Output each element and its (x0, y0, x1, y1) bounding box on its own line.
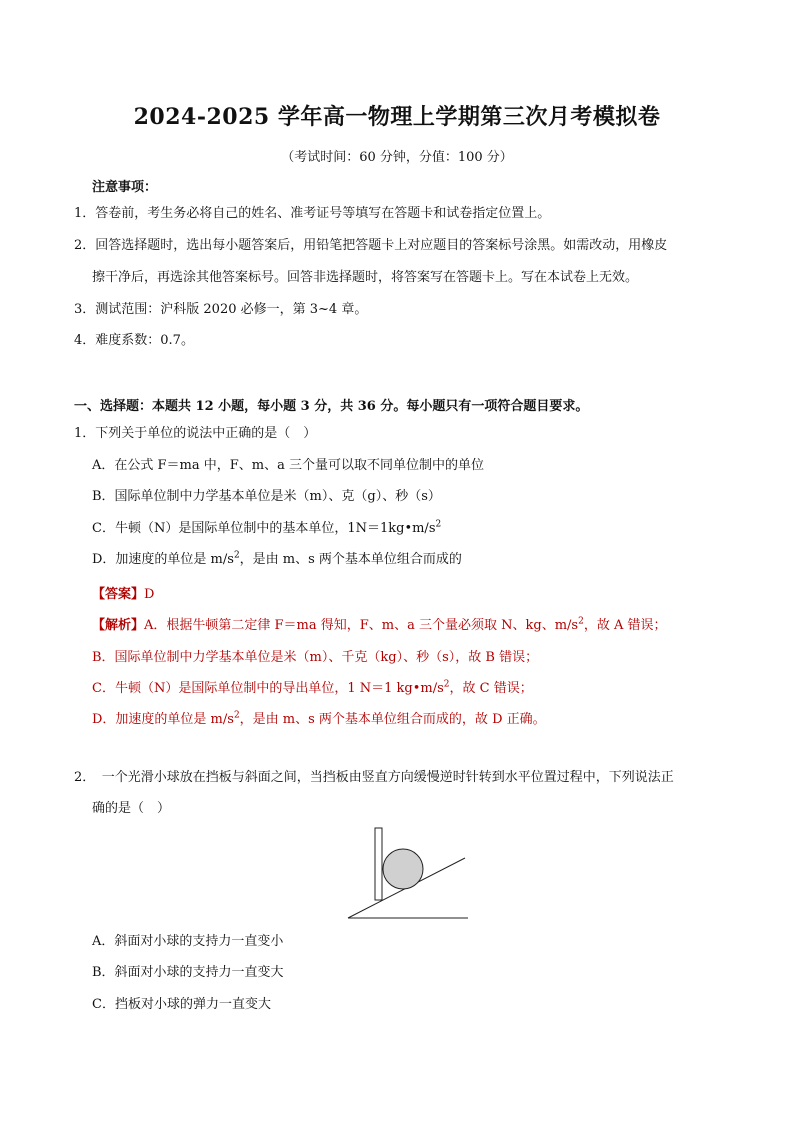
superscript: 2 (435, 519, 442, 530)
q1-option-c (92, 521, 441, 537)
ball (383, 849, 423, 889)
notice-item-2-cont: 擦干净后，再选涂其他答案标号。回答非选择题时，将答案写在答题卡上。写在本试卷上无效。 (92, 270, 639, 285)
notice-item-1: 1．答卷前，考生务必将自己的姓名、准考证号等填写在答题卡和试卷指定位置上。 (74, 206, 551, 221)
analysis-a-text-end: ，故 A 错误； (583, 618, 667, 633)
exam-info: （考试时间：60 分钟，分值：100 分） (281, 150, 513, 165)
page-title: 2024-2025 学年高一物理上学期第三次月考模拟卷 (133, 104, 661, 130)
analysis-tag: 【解析】 (92, 618, 145, 633)
baffle-board (375, 828, 382, 900)
q2-stem-line-1: 2． 一个光滑小球放在挡板与斜面之间，当挡板由竖直方向缓慢逆时针转到水平位置过程中，下列说法正 (74, 770, 674, 785)
q1-answer (92, 583, 154, 602)
q1-analysis-b: B．国际单位制中力学基本单位是米（m）、千克（kg）、秒（s），故 B 错误； (92, 650, 539, 665)
analysis-a-text: A．根据牛顿第二定律 F＝ma 得知，F、m、a 三个量必须取 N、kg、m/s (144, 618, 579, 633)
notice-item-3: 3．测试范围：沪科版 2020 必修一，第 3~4 章。 (74, 302, 368, 317)
q1-stem: 1．下列关于单位的说法中正确的是（ ） (74, 426, 317, 441)
answer-value: D (144, 587, 155, 602)
analysis-d-text: D．加速度的单位是 m/s (92, 712, 234, 727)
superscript: 2 (578, 616, 584, 627)
q2-option-a: A．斜面对小球的支持力一直变小 (92, 934, 284, 949)
superscript: 2 (233, 710, 240, 721)
q1-option-d (92, 552, 462, 568)
q2-stem-line-2: 确的是（ ） (92, 801, 171, 816)
superscript: 2 (443, 679, 450, 690)
notice-item-4: 4．难度系数：0.7。 (74, 333, 194, 348)
superscript: 2 (233, 550, 240, 561)
analysis-d-text-end: ，是由 m、s 两个基本单位组合而成的，故 D 正确。 (239, 712, 546, 727)
notice-heading: 注意事项： (92, 180, 158, 195)
analysis-c-text: C．牛顿（N）是国际单位制中的导出单位，1 N＝1 kg•m/s (92, 681, 444, 696)
q1-option-d-text: D．加速度的单位是 m/s (92, 552, 234, 567)
incline-ball-figure (345, 824, 470, 922)
answer-tag: 【答案】 (92, 587, 145, 602)
q1-option-a: A．在公式 F＝ma 中，F、m、a 三个量可以取不同单位制中的单位 (92, 458, 484, 473)
notice-item-2: 2．回答选择题时，选出每小题答案后，用铅笔把答题卡上对应题目的答案标号涂黑。如需改动，用橡皮 (74, 238, 668, 253)
q1-analysis-c (92, 677, 533, 696)
q1-option-c-text: C．牛顿（N）是国际单位制中的基本单位，1N＝1kg•m/s (92, 521, 436, 536)
q2-option-b: B．斜面对小球的支持力一直变大 (92, 965, 284, 980)
q2-option-c: C．挡板对小球的弹力一直变大 (92, 997, 271, 1012)
q1-option-b: B．国际单位制中力学基本单位是米（m）、克（g）、秒（s） (92, 489, 441, 504)
q1-option-d-text-end: ，是由 m、s 两个基本单位组合而成的 (239, 552, 462, 567)
analysis-c-text-end: ，故 C 错误； (449, 681, 533, 696)
q1-analysis-a (92, 614, 666, 633)
q1-analysis-d (92, 708, 546, 727)
section-heading: 一、选择题：本题共 12 小题，每小题 3 分，共 36 分。每小题只有一项符合题目要求。 (74, 399, 589, 414)
